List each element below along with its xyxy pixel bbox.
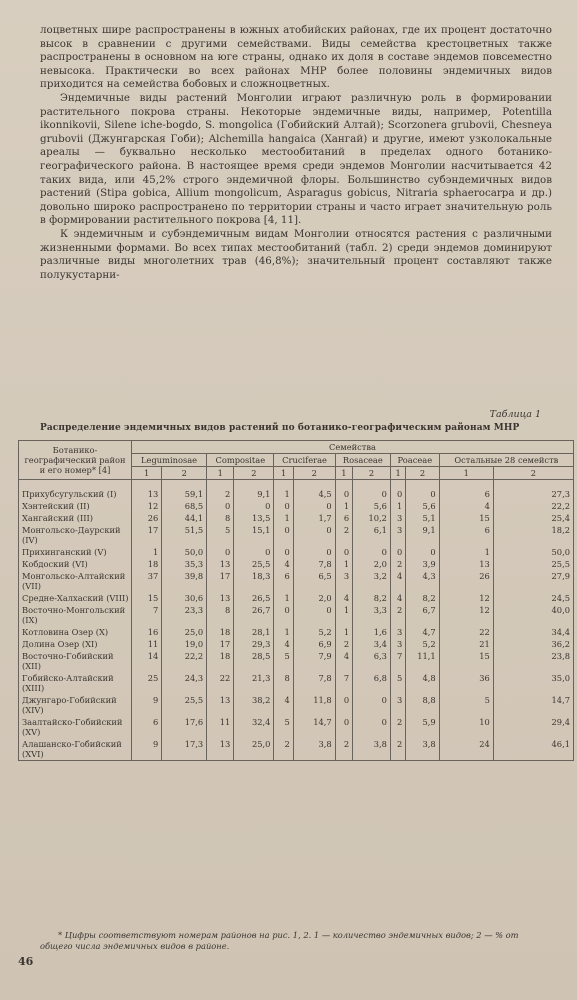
table-cell: 26 (439, 570, 493, 592)
table-cell: 16 (132, 626, 162, 638)
table-cell: 28,1 (234, 626, 274, 638)
table-cell: 5,2 (406, 638, 439, 650)
family-header: Poaceae (390, 454, 439, 467)
district-name: Гобийско-Алтайский (XIII) (19, 672, 132, 694)
table-cell: 0 (234, 546, 274, 558)
table-row (19, 592, 574, 604)
table-cell: 4 (439, 500, 493, 512)
subcol-header: 1 (439, 467, 493, 480)
table-cell: 5 (390, 672, 405, 694)
table-cell: 0 (274, 524, 293, 546)
table-cell: 5 (207, 524, 234, 546)
district-name: Восточно-Монгольский (IX) (19, 604, 132, 626)
table-cell: 32,4 (234, 716, 274, 738)
table-cell: 13 (439, 558, 493, 570)
table-cell: 37 (132, 570, 162, 592)
table-cell: 4 (390, 570, 405, 592)
table-cell: 0 (353, 488, 391, 500)
table-cell: 4,8 (406, 672, 439, 694)
district-name: Кобдоский (VI) (19, 558, 132, 570)
table-cell: 0 (406, 488, 439, 500)
table-cell: 22 (439, 626, 493, 638)
subcol-header: 2 (353, 467, 391, 480)
body-text (40, 24, 552, 282)
table-cell: 12 (439, 592, 493, 604)
table-cell: 30,6 (162, 592, 207, 604)
table-cell: 6,5 (293, 570, 335, 592)
table-cell: 44,1 (162, 512, 207, 524)
district-name: Алашанско-Гобийский (XVI) (19, 738, 132, 761)
table-cell: 1 (335, 558, 352, 570)
family-header: Leguminosae (132, 454, 207, 467)
table-cell: 2 (390, 558, 405, 570)
family-header: Rosaceae (335, 454, 390, 467)
table-cell: 13 (207, 738, 234, 761)
table-cell: 11,8 (293, 694, 335, 716)
table-cell: 23,8 (493, 650, 573, 672)
table-row (19, 558, 574, 570)
table-row (19, 626, 574, 638)
table-cell: 21 (439, 638, 493, 650)
table-cell: 29,3 (234, 638, 274, 650)
table-cell: 9 (132, 738, 162, 761)
table-cell: 3,4 (353, 638, 391, 650)
table-cell: 0 (335, 488, 352, 500)
table-cell: 4 (335, 650, 352, 672)
subcol-header: 1 (132, 467, 162, 480)
table-cell: 13 (132, 488, 162, 500)
table-cell: 29,4 (493, 716, 573, 738)
table-cell: 5 (439, 694, 493, 716)
families-header: Семейства (132, 441, 574, 454)
table-cell: 22,2 (162, 650, 207, 672)
table-cell: 6,3 (353, 650, 391, 672)
district-name: Джунгаро-Гобийский (XIV) (19, 694, 132, 716)
table-cell: 0 (406, 546, 439, 558)
table-cell: 50,0 (162, 546, 207, 558)
table-row (19, 738, 574, 761)
table-cell: 28,5 (234, 650, 274, 672)
table-cell: 35,3 (162, 558, 207, 570)
table-cell: 24,3 (162, 672, 207, 694)
table-cell: 5,6 (353, 500, 391, 512)
subcol-header: 1 (390, 467, 405, 480)
table-cell: 22 (207, 672, 234, 694)
table-cell: 3 (390, 512, 405, 524)
district-name: Прихинганский (V) (19, 546, 132, 558)
table-cell: 3,9 (406, 558, 439, 570)
table-cell: 5,1 (406, 512, 439, 524)
table-cell: 10,2 (353, 512, 391, 524)
footnote: * Цифры соответствуют номерам районов на рис. 1, 2. 1 — количество эндемичных видов; 2 — % от общего числа эндемичных видов в районе. (40, 930, 519, 951)
spacer-row (19, 480, 574, 489)
table-cell: 15 (132, 592, 162, 604)
table-cell: 5,2 (293, 626, 335, 638)
table-cell: 36,2 (493, 638, 573, 650)
table-cell: 6 (439, 488, 493, 500)
district-header: Ботанико-географический район и его номер* [4] (19, 441, 132, 480)
table-cell: 8 (274, 672, 293, 694)
paragraph: лоцветных шире распространены в южных атобийских районах, где их процент достаточно высок в сравнении с другими семействами. Виды семейства крестоцветных также распространены в основном на юге страны, однако их доля в составе эндемов повсеместно невысока. Практически во всех районах МНР более половины эндемичных видов приходится на семейства бобовых и сложноцветных. (40, 24, 552, 91)
table-cell: 2 (390, 738, 405, 761)
table-cell: 9,1 (234, 488, 274, 500)
table-cell: 0 (353, 716, 391, 738)
district-name: Хангайский (III) (19, 512, 132, 524)
table-cell: 8 (207, 512, 234, 524)
table-cell: 8 (207, 604, 234, 626)
table-cell: 13,5 (234, 512, 274, 524)
table-cell: 27,3 (493, 488, 573, 500)
table-cell: 15 (439, 512, 493, 524)
table-cell: 6 (132, 716, 162, 738)
table-cell: 2 (274, 738, 293, 761)
district-name: Средне-Халхаский (VIII) (19, 592, 132, 604)
table-cell: 7,8 (293, 672, 335, 694)
table-cell: 11 (207, 716, 234, 738)
table-cell: 11 (132, 638, 162, 650)
table-cell: 18 (207, 650, 234, 672)
table-cell: 0 (274, 604, 293, 626)
table-cell: 2,0 (353, 558, 391, 570)
table-cell: 2 (390, 604, 405, 626)
table-cell: 4 (335, 592, 352, 604)
table-cell: 1 (132, 546, 162, 558)
table-cell: 5 (274, 716, 293, 738)
table-row (19, 488, 574, 500)
table-cell: 59,1 (162, 488, 207, 500)
table-cell: 0 (390, 546, 405, 558)
subcol-header: 2 (406, 467, 439, 480)
table-cell: 4,7 (406, 626, 439, 638)
page-number: 46 (18, 955, 34, 968)
table-title: Распределение эндемичных видов растений по ботанико-географическим районам МНР (40, 423, 520, 433)
table-row (19, 546, 574, 558)
table-cell: 0 (293, 500, 335, 512)
table-cell: 9,1 (406, 524, 439, 546)
table-row (19, 638, 574, 650)
table-cell: 18 (207, 626, 234, 638)
table-cell: 3,8 (353, 738, 391, 761)
table-cell: 3,3 (353, 604, 391, 626)
table-cell: 3 (390, 626, 405, 638)
table-cell: 3 (335, 570, 352, 592)
table-cell: 17,6 (162, 716, 207, 738)
table-cell: 4,5 (293, 488, 335, 500)
table-cell: 3 (390, 694, 405, 716)
table-cell: 0 (274, 546, 293, 558)
district-name: Долина Озер (XI) (19, 638, 132, 650)
table-cell: 6,7 (406, 604, 439, 626)
table-row (19, 694, 574, 716)
family-header: Остальные 28 семейств (439, 454, 573, 467)
table-cell: 6,1 (353, 524, 391, 546)
table-cell: 15,1 (234, 524, 274, 546)
table-cell: 0 (353, 694, 391, 716)
subcol-header: 1 (274, 467, 293, 480)
table-cell: 3,2 (353, 570, 391, 592)
table-cell: 27,9 (493, 570, 573, 592)
endemics-table (18, 440, 574, 761)
table-cell: 26 (132, 512, 162, 524)
table-cell: 13 (207, 558, 234, 570)
table-cell: 18 (132, 558, 162, 570)
table-cell: 4 (274, 694, 293, 716)
table-cell: 6,9 (293, 638, 335, 650)
table-cell: 8,8 (406, 694, 439, 716)
table-cell: 46,1 (493, 738, 573, 761)
table-cell: 3,8 (406, 738, 439, 761)
table-cell: 6,8 (353, 672, 391, 694)
table-cell: 0 (293, 524, 335, 546)
table-cell: 24,5 (493, 592, 573, 604)
table-cell: 34,4 (493, 626, 573, 638)
table-cell: 38,2 (234, 694, 274, 716)
district-name: Котловина Озер (X) (19, 626, 132, 638)
table-row (19, 604, 574, 626)
table-cell: 3,8 (293, 738, 335, 761)
table-cell: 25,4 (493, 512, 573, 524)
table-cell: 0 (234, 500, 274, 512)
table-cell: 7,9 (293, 650, 335, 672)
table-cell: 35,0 (493, 672, 573, 694)
table-cell: 26,5 (234, 592, 274, 604)
table-cell: 7 (132, 604, 162, 626)
table-cell: 3 (390, 638, 405, 650)
table-cell: 1 (335, 500, 352, 512)
subcol-header: 1 (207, 467, 234, 480)
table-cell: 6 (274, 570, 293, 592)
table-cell: 5,9 (406, 716, 439, 738)
table-cell: 25,5 (493, 558, 573, 570)
district-name: Монгольско-Алтайский (VII) (19, 570, 132, 592)
table-cell: 18,3 (234, 570, 274, 592)
table-cell: 25,0 (234, 738, 274, 761)
table-cell: 17 (207, 638, 234, 650)
table-cell: 25,0 (162, 626, 207, 638)
table-cell: 2 (390, 716, 405, 738)
table-cell: 11,1 (406, 650, 439, 672)
table-cell: 2,0 (293, 592, 335, 604)
table-cell: 21,3 (234, 672, 274, 694)
table-cell: 36 (439, 672, 493, 694)
table-cell: 25,5 (162, 694, 207, 716)
table-cell: 2 (207, 488, 234, 500)
table-cell: 15 (439, 650, 493, 672)
district-name: Прихубсугульский (I) (19, 488, 132, 500)
district-name: Заалтайско-Гобийский (XV) (19, 716, 132, 738)
table-cell: 17 (132, 524, 162, 546)
table-cell: 25,5 (234, 558, 274, 570)
table-cell: 17,3 (162, 738, 207, 761)
table-cell: 6 (439, 524, 493, 546)
table-row (19, 512, 574, 524)
table-cell: 8,2 (353, 592, 391, 604)
table-cell: 14,7 (493, 694, 573, 716)
table-cell: 4 (390, 592, 405, 604)
table-cell: 1 (274, 592, 293, 604)
table-cell: 0 (293, 546, 335, 558)
subcol-header: 2 (234, 467, 274, 480)
table-cell: 24 (439, 738, 493, 761)
table-cell: 18,2 (493, 524, 573, 546)
subcol-header: 2 (293, 467, 335, 480)
table-cell: 1 (335, 604, 352, 626)
table-cell: 5 (274, 650, 293, 672)
table-cell: 1 (390, 500, 405, 512)
district-name: Хэнтейский (II) (19, 500, 132, 512)
table-cell: 19,0 (162, 638, 207, 650)
table-cell: 6 (335, 512, 352, 524)
table-cell: 12 (439, 604, 493, 626)
table-cell: 25 (132, 672, 162, 694)
table-cell: 0 (335, 716, 352, 738)
subcol-header: 1 (335, 467, 352, 480)
table-cell: 0 (335, 546, 352, 558)
table-cell: 2 (335, 738, 352, 761)
district-name: Монгольско-Даурский (IV) (19, 524, 132, 546)
table-cell: 2 (335, 524, 352, 546)
table-cell: 4 (274, 558, 293, 570)
family-header: Cruciferae (274, 454, 335, 467)
table-caption: Таблица 1 (489, 409, 541, 420)
table-cell: 4,3 (406, 570, 439, 592)
table-cell: 8,2 (406, 592, 439, 604)
table-cell: 5,6 (406, 500, 439, 512)
table-cell: 40,0 (493, 604, 573, 626)
table-row (19, 672, 574, 694)
table-cell: 1 (274, 512, 293, 524)
table-cell: 51,5 (162, 524, 207, 546)
table-row (19, 650, 574, 672)
table-row (19, 524, 574, 546)
table-cell: 3 (390, 524, 405, 546)
table-cell: 0 (390, 488, 405, 500)
table-cell: 1 (274, 626, 293, 638)
table-cell: 7,8 (293, 558, 335, 570)
table-cell: 17 (207, 570, 234, 592)
table-cell: 14 (132, 650, 162, 672)
table-cell: 7 (390, 650, 405, 672)
table-cell: 12 (132, 500, 162, 512)
table-cell: 1,7 (293, 512, 335, 524)
table-cell: 14,7 (293, 716, 335, 738)
table-cell: 0 (207, 546, 234, 558)
table-cell: 4 (274, 638, 293, 650)
table-cell: 13 (207, 592, 234, 604)
table-cell: 1 (439, 546, 493, 558)
district-name: Восточно-Гобийский (XII) (19, 650, 132, 672)
table-cell: 0 (207, 500, 234, 512)
table-cell: 26,7 (234, 604, 274, 626)
table-cell: 13 (207, 694, 234, 716)
paragraph: Эндемичные виды растений Монголии играют различную роль в формировании растительного покрова страны. Некоторые эндемичные виды, например, Potentilla ikonnikovii, Silene iche-bogdo, S. mongolica (Гобийский Алтай); Scorzonera grubovii, Chesneya grubovii (Джунгарская Гоби); Alchemilla hangaica (Хангай) и другие, имеют узколокальные ареалы — буквально несколько местообитаний в пределах одного ботанико-географического района. В настоящее время среди эндемов Монголии насчитывается 42 таких вида, или 45,2% строго эндемичной флоры. Большинство субэндемичных видов растений (Stipa gobica, Allium mongolicum, Asparagus gobicus, Nitraria sphaerocarpa и др.) довольно широко распространено по территории страны и часто играет значительную роль в формировании растительного покрова [4, 11]. (40, 91, 552, 227)
table-row (19, 570, 574, 592)
table-cell: 0 (274, 500, 293, 512)
paragraph: К эндемичным и субэндемичным видам Монголии относятся растения с различными жизненными формами. Во всех типах местообитаний (табл. 2) среди эндемов доминируют различные виды многолетних трав (46,8%); значительный процент составляют также полукустарни- (40, 227, 552, 281)
table-cell: 1 (335, 626, 352, 638)
table-row (19, 500, 574, 512)
table-cell: 22,2 (493, 500, 573, 512)
table-cell: 50,0 (493, 546, 573, 558)
table-cell: 1 (274, 488, 293, 500)
table-cell: 9 (132, 694, 162, 716)
table-cell: 68,5 (162, 500, 207, 512)
family-header: Compositae (207, 454, 274, 467)
table-cell: 0 (335, 694, 352, 716)
table-cell: 23,3 (162, 604, 207, 626)
subcol-header: 2 (162, 467, 207, 480)
table-cell: 1,6 (353, 626, 391, 638)
table-cell: 0 (353, 546, 391, 558)
table-cell: 0 (293, 604, 335, 626)
table-cell: 39,8 (162, 570, 207, 592)
subcol-header: 2 (493, 467, 573, 480)
table-row (19, 716, 574, 738)
table-cell: 10 (439, 716, 493, 738)
table-cell: 7 (335, 672, 352, 694)
table-cell: 2 (335, 638, 352, 650)
table-body (19, 480, 574, 761)
